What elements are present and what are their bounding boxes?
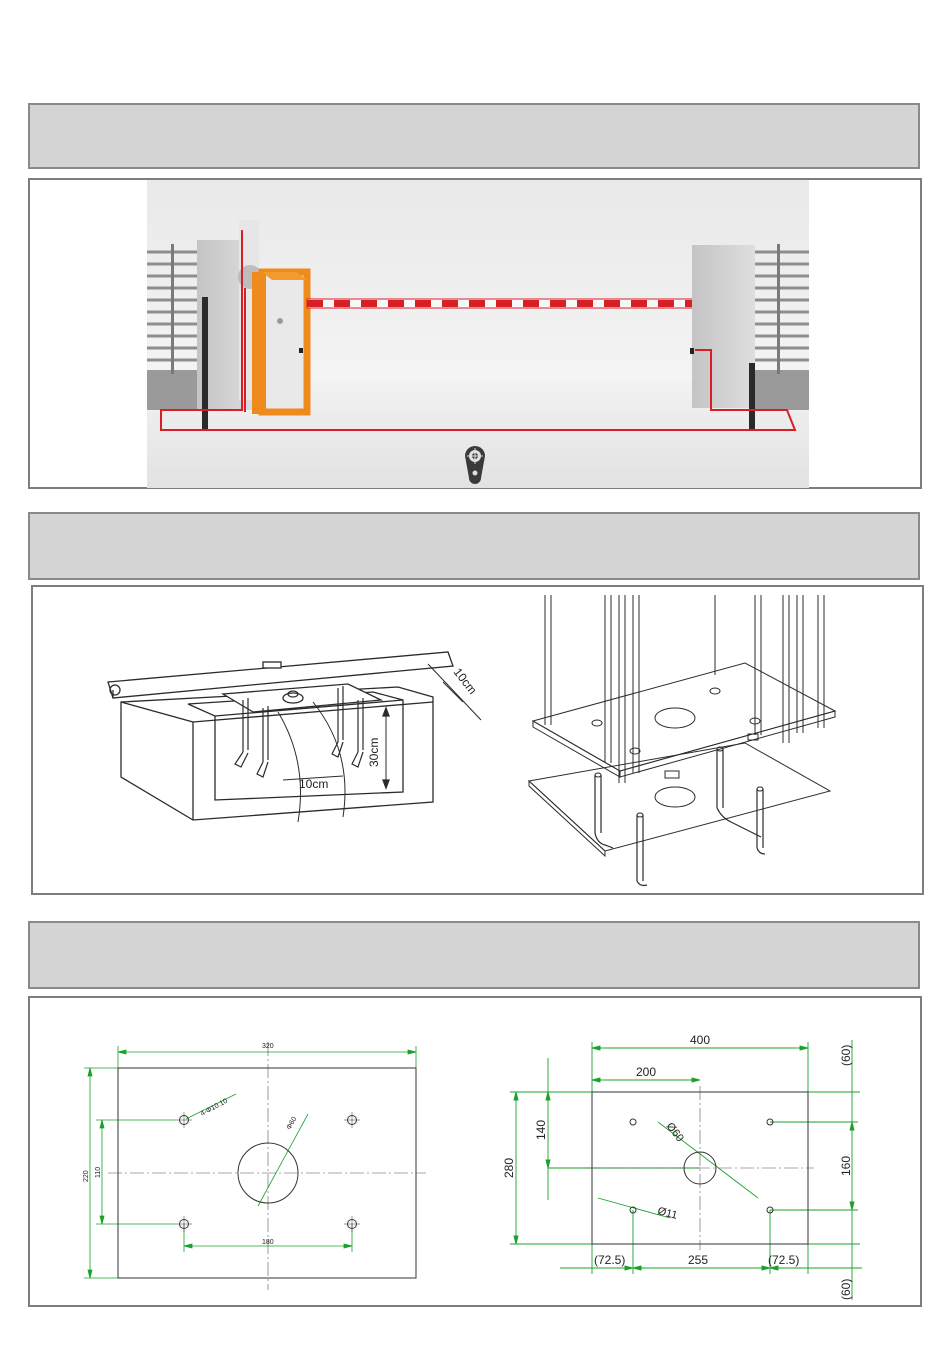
boom-arm (307, 299, 693, 308)
dimension-drawings-panel (28, 996, 922, 1307)
iso-label-side: 10cm (450, 665, 480, 697)
section-header-2 (28, 512, 920, 580)
right-pillar (692, 245, 755, 408)
right-dim-half-width: 200 (636, 1065, 657, 1079)
right-photocell-post (749, 363, 755, 429)
base-plate-exploded-view (515, 593, 845, 893)
right-bolt-hole-label: Ø11 (656, 1205, 679, 1222)
section-header-1 (28, 103, 920, 169)
right-center-hole-label: Ø60 (663, 1120, 686, 1145)
right-dim-center-span: 255 (688, 1253, 709, 1267)
left-dim-bolt-spacing: 180 (262, 1239, 274, 1246)
right-dim-left-margin: (72.5) (594, 1253, 626, 1267)
left-hole-label: 4-Φ10.10 (199, 1097, 229, 1118)
iso-label-bottom: 10cm (299, 777, 329, 791)
barrier-installation-illustration (147, 180, 809, 488)
left-base-plate-drawing (76, 1034, 476, 1334)
right-bolt-holes (630, 1119, 773, 1213)
right-dim-upper: 140 (534, 1119, 548, 1140)
right-dim-right-margin: (72.5) (768, 1253, 800, 1267)
left-dim-inner-height: 110 (95, 1166, 102, 1178)
left-center-hole-label: Φ60 (285, 1115, 299, 1131)
right-dim-width: 400 (690, 1033, 711, 1047)
foundation-drawings-panel (31, 585, 924, 895)
iso-label-depth: 30cm (367, 737, 381, 767)
left-dim-width: 320 (262, 1043, 274, 1050)
right-dim-offset-bottom: (60) (839, 1278, 853, 1300)
left-dim-height: 220 (83, 1170, 90, 1182)
right-dim-height: 280 (502, 1157, 516, 1178)
barrier-photo-panel (28, 178, 922, 489)
section-header-3 (28, 921, 920, 989)
right-dim-lower: 160 (839, 1155, 853, 1176)
right-base-plate-drawing (500, 1000, 890, 1306)
right-dim-offset-top: (60) (839, 1044, 853, 1066)
